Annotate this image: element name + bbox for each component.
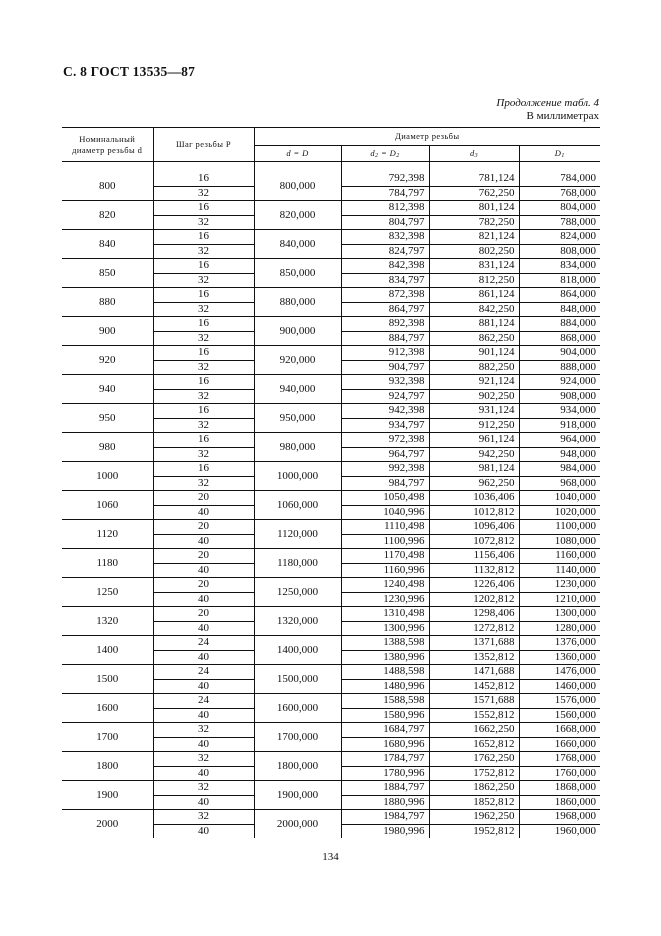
pitch-cell: 32 xyxy=(153,389,254,404)
d2-cell: 924,797 xyxy=(341,389,429,404)
d3-cell: 1552,812 xyxy=(429,708,519,723)
nominal-diameter-cell: 850 xyxy=(62,259,153,288)
nominal-diameter-cell: 1500 xyxy=(62,665,153,694)
D1-cell: 768,000 xyxy=(519,186,600,201)
page-number: 134 xyxy=(322,851,339,863)
d3-cell: 1012,812 xyxy=(429,505,519,520)
D1-cell: 1300,000 xyxy=(519,607,600,622)
d2-cell: 1310,498 xyxy=(341,607,429,622)
D1-cell: 848,000 xyxy=(519,302,600,317)
nominal-diameter-cell: 1120 xyxy=(62,520,153,549)
pitch-cell: 32 xyxy=(153,273,254,288)
D1-cell: 784,000 xyxy=(519,172,600,186)
pitch-cell: 20 xyxy=(153,520,254,535)
d-equals-D-cell: 900,000 xyxy=(254,317,341,346)
d2-cell: 932,398 xyxy=(341,375,429,390)
table-row xyxy=(62,404,600,419)
d2-cell: 1110,498 xyxy=(341,520,429,535)
D1-cell: 864,000 xyxy=(519,288,600,303)
table-row xyxy=(62,781,600,796)
d3-cell: 1156,406 xyxy=(429,549,519,564)
pitch-cell: 20 xyxy=(153,491,254,506)
d-equals-D-cell: 820,000 xyxy=(254,201,341,230)
d3-cell: 842,250 xyxy=(429,302,519,317)
table-row xyxy=(62,230,600,245)
d2-cell: 942,398 xyxy=(341,404,429,419)
d2-cell: 1884,797 xyxy=(341,781,429,796)
nominal-diameter-header: Номинальный диаметр резьбы d xyxy=(62,128,153,162)
nominal-diameter-cell: 840 xyxy=(62,230,153,259)
D1-cell: 1560,000 xyxy=(519,708,600,723)
d3-cell: 942,250 xyxy=(429,447,519,462)
d-equals-D-cell: 850,000 xyxy=(254,259,341,288)
nominal-diameter-cell: 980 xyxy=(62,433,153,462)
table-row xyxy=(62,694,600,709)
nominal-diameter-cell: 940 xyxy=(62,375,153,404)
d2-cell: 884,797 xyxy=(341,331,429,346)
D1-cell: 918,000 xyxy=(519,418,600,433)
D1-cell: 1080,000 xyxy=(519,534,600,549)
D1-cell: 934,000 xyxy=(519,404,600,419)
d3-cell: 1072,812 xyxy=(429,534,519,549)
pitch-cell: 40 xyxy=(153,621,254,636)
pitch-cell: 40 xyxy=(153,592,254,607)
d2-cell: 1380,996 xyxy=(341,650,429,665)
d2-cell: 1880,996 xyxy=(341,795,429,810)
d-equals-D-header: d = D xyxy=(254,146,341,162)
nominal-diameter-cell: 1900 xyxy=(62,781,153,810)
pitch-cell: 40 xyxy=(153,824,254,838)
D1-cell: 1140,000 xyxy=(519,563,600,578)
pitch-cell: 16 xyxy=(153,230,254,245)
d3-cell: 801,124 xyxy=(429,201,519,216)
d3-cell: 902,250 xyxy=(429,389,519,404)
d3-cell: 1862,250 xyxy=(429,781,519,796)
d-equals-D-cell: 1800,000 xyxy=(254,752,341,781)
D1-cell: 808,000 xyxy=(519,244,600,259)
pitch-cell: 16 xyxy=(153,404,254,419)
d-equals-D-cell: 1700,000 xyxy=(254,723,341,752)
nominal-diameter-cell: 800 xyxy=(62,172,153,201)
d2-cell: 832,398 xyxy=(341,230,429,245)
d3-cell: 1652,812 xyxy=(429,737,519,752)
pitch-cell: 24 xyxy=(153,636,254,651)
pitch-cell: 32 xyxy=(153,302,254,317)
d-equals-D-cell: 1180,000 xyxy=(254,549,341,578)
pitch-cell: 32 xyxy=(153,186,254,201)
D1-cell: 968,000 xyxy=(519,476,600,491)
pitch-cell: 16 xyxy=(153,346,254,361)
nominal-diameter-cell: 1060 xyxy=(62,491,153,520)
pitch-cell: 32 xyxy=(153,476,254,491)
pitch-cell: 40 xyxy=(153,563,254,578)
d-equals-D-cell: 840,000 xyxy=(254,230,341,259)
D1-cell: 1660,000 xyxy=(519,737,600,752)
pitch-cell: 32 xyxy=(153,752,254,767)
table-row xyxy=(62,375,600,390)
nominal-diameter-cell: 820 xyxy=(62,201,153,230)
d2-cell: 842,398 xyxy=(341,259,429,274)
table-row xyxy=(62,317,600,332)
table-row xyxy=(62,636,600,651)
d3-cell: 1662,250 xyxy=(429,723,519,738)
d3-cell: 1272,812 xyxy=(429,621,519,636)
d2-cell: 1580,996 xyxy=(341,708,429,723)
pitch-cell: 16 xyxy=(153,259,254,274)
pitch-cell: 32 xyxy=(153,244,254,259)
D1-cell: 1360,000 xyxy=(519,650,600,665)
nominal-diameter-cell: 950 xyxy=(62,404,153,433)
d2-cell: 1984,797 xyxy=(341,810,429,825)
d3-cell: 921,124 xyxy=(429,375,519,390)
D1-cell: 1668,000 xyxy=(519,723,600,738)
d3-cell: 882,250 xyxy=(429,360,519,375)
pitch-cell: 40 xyxy=(153,737,254,752)
table-row xyxy=(62,288,600,303)
pitch-cell: 16 xyxy=(153,375,254,390)
table-continuation-caption: Продолжение табл. 4 xyxy=(496,97,599,109)
D1-cell: 1960,000 xyxy=(519,824,600,838)
D1-cell: 818,000 xyxy=(519,273,600,288)
d3-header: d3 xyxy=(429,146,519,162)
pitch-cell: 40 xyxy=(153,505,254,520)
D1-header: D1 xyxy=(519,146,600,162)
D1-cell: 1476,000 xyxy=(519,665,600,680)
D1-cell: 1576,000 xyxy=(519,694,600,709)
pitch-cell: 32 xyxy=(153,810,254,825)
d2-cell: 864,797 xyxy=(341,302,429,317)
table-row xyxy=(62,549,600,564)
d3-cell: 1571,688 xyxy=(429,694,519,709)
d3-cell: 1471,688 xyxy=(429,665,519,680)
D1-cell: 904,000 xyxy=(519,346,600,361)
nominal-diameter-cell: 2000 xyxy=(96,817,119,830)
pitch-cell: 20 xyxy=(153,578,254,593)
nominal-diameter-cell: 1250 xyxy=(62,578,153,607)
D1-cell: 834,000 xyxy=(519,259,600,274)
pitch-cell: 32 xyxy=(153,447,254,462)
table-row xyxy=(62,810,600,825)
pitch-cell: 16 xyxy=(153,462,254,477)
d-equals-D-cell: 1900,000 xyxy=(254,781,341,810)
pitch-cell: 32 xyxy=(153,360,254,375)
d3-cell: 812,250 xyxy=(429,273,519,288)
d3-cell: 781,124 xyxy=(429,172,519,186)
D1-cell: 1860,000 xyxy=(519,795,600,810)
d2-cell: 1050,498 xyxy=(341,491,429,506)
nominal-diameter-cell: 1000 xyxy=(62,462,153,491)
d3-cell: 821,124 xyxy=(429,230,519,245)
d3-cell: 881,124 xyxy=(429,317,519,332)
d2-cell: 1170,498 xyxy=(341,549,429,564)
pitch-cell: 40 xyxy=(153,766,254,781)
d-equals-D-cell: 880,000 xyxy=(254,288,341,317)
table-row xyxy=(62,491,600,506)
D1-cell: 1100,000 xyxy=(519,520,600,535)
nominal-diameter-cell: 1600 xyxy=(62,694,153,723)
d2-cell: 912,398 xyxy=(341,346,429,361)
nominal-diameter-cell: 1400 xyxy=(62,636,153,665)
thread-dimensions-table xyxy=(62,127,600,838)
d3-cell: 1298,406 xyxy=(429,607,519,622)
d2-cell: 1488,598 xyxy=(341,665,429,680)
d-equals-D-cell: 1000,000 xyxy=(254,462,341,491)
d3-cell: 831,124 xyxy=(429,259,519,274)
d2-cell: 1588,598 xyxy=(341,694,429,709)
nominal-diameter-cell: 1800 xyxy=(62,752,153,781)
d2-cell: 1684,797 xyxy=(341,723,429,738)
pitch-cell: 24 xyxy=(153,694,254,709)
d2-cell: 972,398 xyxy=(341,433,429,448)
d2-cell: 1300,996 xyxy=(341,621,429,636)
D1-cell: 1160,000 xyxy=(519,549,600,564)
d-equals-D-cell: 920,000 xyxy=(254,346,341,375)
D1-cell: 908,000 xyxy=(519,389,600,404)
pitch-cell: 16 xyxy=(153,172,254,186)
D1-cell: 868,000 xyxy=(519,331,600,346)
D1-cell: 1280,000 xyxy=(519,621,600,636)
d3-cell: 762,250 xyxy=(429,186,519,201)
d3-cell: 981,124 xyxy=(429,462,519,477)
units-note: В миллиметрах xyxy=(526,110,599,122)
D1-cell: 1376,000 xyxy=(519,636,600,651)
d3-cell: 1962,250 xyxy=(429,810,519,825)
D1-cell: 1760,000 xyxy=(519,766,600,781)
document-header: С. 8 ГОСТ 13535—87 xyxy=(63,64,196,79)
d2-cell: 1240,498 xyxy=(341,578,429,593)
D1-cell: 888,000 xyxy=(519,360,600,375)
d2-cell: 792,398 xyxy=(341,172,429,186)
pitch-cell: 32 xyxy=(153,418,254,433)
pitch-cell: 32 xyxy=(153,215,254,230)
pitch-cell: 40 xyxy=(153,650,254,665)
d3-cell: 931,124 xyxy=(429,404,519,419)
table-row xyxy=(62,462,600,477)
d-equals-D-cell: 1060,000 xyxy=(254,491,341,520)
d3-cell: 861,124 xyxy=(429,288,519,303)
d2-cell: 834,797 xyxy=(341,273,429,288)
D1-cell: 1230,000 xyxy=(519,578,600,593)
pitch-cell: 40 xyxy=(153,795,254,810)
d3-cell: 901,124 xyxy=(429,346,519,361)
table-row xyxy=(62,578,600,593)
D1-cell: 1460,000 xyxy=(519,679,600,694)
d-equals-D-cell: 1400,000 xyxy=(254,636,341,665)
D1-cell: 1210,000 xyxy=(519,592,600,607)
D1-cell: 1020,000 xyxy=(519,505,600,520)
d3-cell: 1752,812 xyxy=(429,766,519,781)
D1-cell: 1768,000 xyxy=(519,752,600,767)
D1-cell: 884,000 xyxy=(519,317,600,332)
d2-cell: 804,797 xyxy=(341,215,429,230)
pitch-cell: 20 xyxy=(153,607,254,622)
d2-cell: 892,398 xyxy=(341,317,429,332)
nominal-diameter-cell: 920 xyxy=(62,346,153,375)
d2-cell: 964,797 xyxy=(341,447,429,462)
d3-cell: 1371,688 xyxy=(429,636,519,651)
d3-cell: 1226,406 xyxy=(429,578,519,593)
nominal-diameter-cell: 1180 xyxy=(62,549,153,578)
table-row xyxy=(62,723,600,738)
d2-cell: 1388,598 xyxy=(341,636,429,651)
d3-cell: 1352,812 xyxy=(429,650,519,665)
d3-cell: 1202,812 xyxy=(429,592,519,607)
nominal-diameter-cell: 1320 xyxy=(62,607,153,636)
nominal-diameter-cell: 880 xyxy=(62,288,153,317)
d3-cell: 1952,812 xyxy=(429,824,519,838)
d3-cell: 862,250 xyxy=(429,331,519,346)
d-equals-D-cell: 1120,000 xyxy=(254,520,341,549)
d-equals-D-cell: 950,000 xyxy=(254,404,341,433)
d-equals-D-cell: 980,000 xyxy=(254,433,341,462)
D1-cell: 948,000 xyxy=(519,447,600,462)
d-equals-D-cell: 1320,000 xyxy=(254,607,341,636)
D1-cell: 984,000 xyxy=(519,462,600,477)
pitch-cell: 16 xyxy=(153,317,254,332)
table-row xyxy=(62,201,600,216)
d-equals-D-cell: 2000,000 xyxy=(254,810,341,839)
pitch-cell: 24 xyxy=(153,665,254,680)
d3-cell: 912,250 xyxy=(429,418,519,433)
d3-cell: 1036,406 xyxy=(429,491,519,506)
d3-cell: 782,250 xyxy=(429,215,519,230)
d2-cell: 1100,996 xyxy=(341,534,429,549)
pitch-cell: 40 xyxy=(153,708,254,723)
d2-cell: 824,797 xyxy=(341,244,429,259)
table-row xyxy=(62,259,600,274)
table-row xyxy=(62,433,600,448)
d2-cell: 1230,996 xyxy=(341,592,429,607)
d-equals-D-cell: 940,000 xyxy=(254,375,341,404)
pitch-cell: 32 xyxy=(153,331,254,346)
d3-cell: 962,250 xyxy=(429,476,519,491)
table-row xyxy=(62,607,600,622)
table-row xyxy=(62,346,600,361)
d2-cell: 1780,996 xyxy=(341,766,429,781)
d2-cell: 1160,996 xyxy=(341,563,429,578)
d2-cell: 1480,996 xyxy=(341,679,429,694)
d3-cell: 961,124 xyxy=(429,433,519,448)
pitch-cell: 16 xyxy=(153,433,254,448)
d2-cell: 1784,797 xyxy=(341,752,429,767)
d3-cell: 1762,250 xyxy=(429,752,519,767)
d2-cell: 904,797 xyxy=(341,360,429,375)
pitch-cell: 40 xyxy=(153,534,254,549)
D1-cell: 1968,000 xyxy=(519,810,600,825)
pitch-cell: 16 xyxy=(153,288,254,303)
D1-cell: 924,000 xyxy=(519,375,600,390)
D1-cell: 1868,000 xyxy=(519,781,600,796)
d3-cell: 1096,406 xyxy=(429,520,519,535)
d2-cell: 984,797 xyxy=(341,476,429,491)
nominal-diameter-cell: 900 xyxy=(62,317,153,346)
table-row xyxy=(62,752,600,767)
table-row xyxy=(62,172,600,186)
D1-cell: 804,000 xyxy=(519,201,600,216)
d2-cell: 1980,996 xyxy=(341,824,429,838)
pitch-cell: 32 xyxy=(153,723,254,738)
d2-equals-D2-header: d2 = D2 xyxy=(341,146,429,162)
d2-cell: 1040,996 xyxy=(341,505,429,520)
d2-cell: 812,398 xyxy=(341,201,429,216)
d3-cell: 1852,812 xyxy=(429,795,519,810)
d2-cell: 784,797 xyxy=(341,186,429,201)
d2-cell: 934,797 xyxy=(341,418,429,433)
table-row xyxy=(62,520,600,535)
d2-cell: 1680,996 xyxy=(341,737,429,752)
D1-cell: 824,000 xyxy=(519,230,600,245)
pitch-cell: 16 xyxy=(153,201,254,216)
D1-cell: 964,000 xyxy=(519,433,600,448)
d-equals-D-cell: 800,000 xyxy=(254,172,341,201)
d-equals-D-cell: 1600,000 xyxy=(254,694,341,723)
d3-cell: 802,250 xyxy=(429,244,519,259)
D1-cell: 1040,000 xyxy=(519,491,600,506)
diameter-group-header: Диаметр резьбы xyxy=(254,128,600,146)
pitch-cell: 40 xyxy=(153,679,254,694)
d-equals-D-cell: 1500,000 xyxy=(254,665,341,694)
table-row xyxy=(62,665,600,680)
pitch-cell: 32 xyxy=(153,781,254,796)
d2-cell: 872,398 xyxy=(341,288,429,303)
d3-cell: 1132,812 xyxy=(429,563,519,578)
pitch-header: Шаг резьбы P xyxy=(153,128,254,162)
d2-cell: 992,398 xyxy=(341,462,429,477)
pitch-cell: 20 xyxy=(153,549,254,564)
d-equals-D-cell: 1250,000 xyxy=(254,578,341,607)
nominal-diameter-cell: 1700 xyxy=(62,723,153,752)
d3-cell: 1452,812 xyxy=(429,679,519,694)
D1-cell: 788,000 xyxy=(519,215,600,230)
